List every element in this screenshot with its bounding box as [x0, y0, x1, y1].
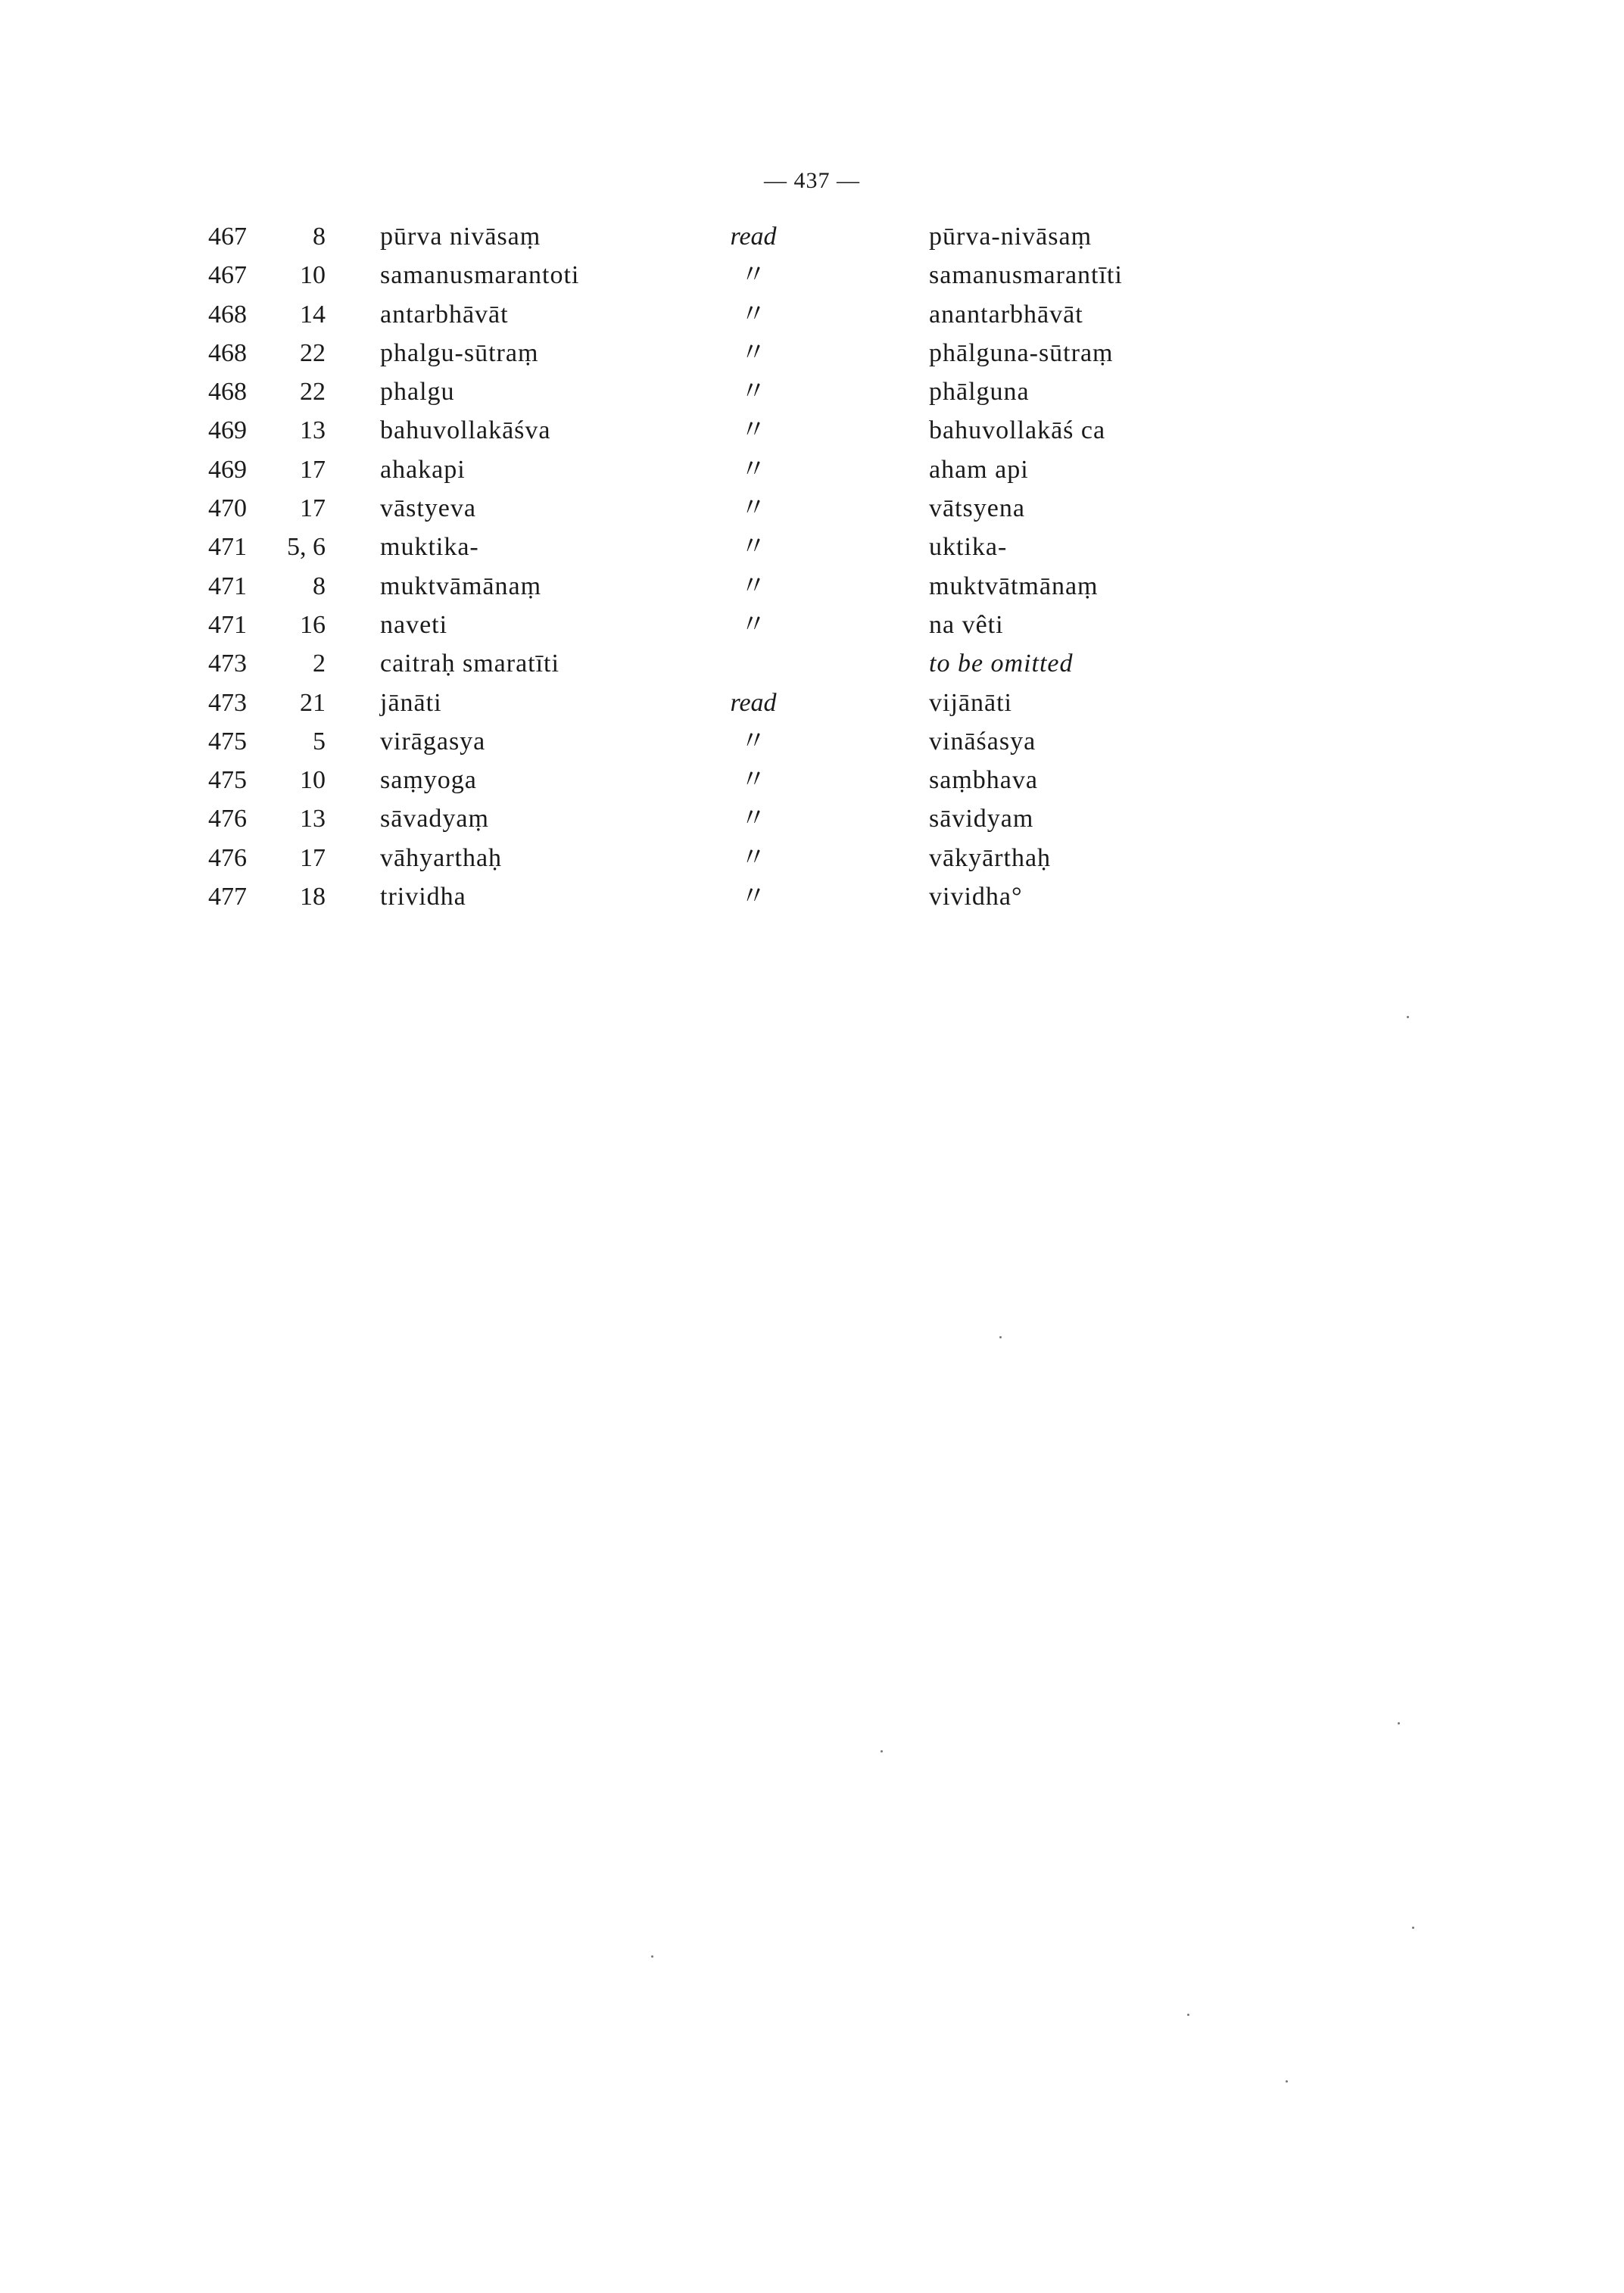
errata-read: 〃 [740, 572, 766, 600]
errata-read: read [730, 223, 777, 251]
errata-read: 〃 [740, 494, 766, 523]
scan-speck [1407, 1016, 1409, 1018]
scan-speck [1412, 1927, 1414, 1929]
errata-wrong: pūrva nivāsaṃ [380, 223, 541, 251]
errata-correct: aham api [929, 455, 1029, 484]
errata-correct: to be omitted [929, 650, 1074, 678]
errata-correct: phālguna-sūtraṃ [929, 338, 1114, 367]
errata-page: 467 [208, 223, 247, 251]
errata-read: 〃 [740, 883, 766, 911]
scan-speck [999, 1336, 1002, 1338]
errata-line: 13 [300, 416, 326, 445]
errata-line: 18 [300, 883, 326, 911]
errata-row [0, 606, 1624, 644]
errata-row [0, 217, 1624, 256]
errata-correct: vātsyena [929, 494, 1025, 523]
errata-wrong: sāvadyaṃ [380, 805, 489, 833]
scan-speck [1398, 1722, 1400, 1724]
errata-wrong: trividha [380, 883, 466, 911]
errata-correct: pūrva-nivāsaṃ [929, 223, 1093, 251]
errata-line: 5, 6 [287, 533, 326, 562]
errata-line: 8 [313, 572, 326, 600]
errata-page: 469 [208, 416, 247, 445]
errata-read: 〃 [740, 378, 766, 407]
errata-read: 〃 [740, 843, 766, 872]
errata-row [0, 839, 1624, 877]
errata-page: 471 [208, 572, 247, 600]
errata-line: 17 [300, 494, 326, 523]
errata-wrong: saṃyoga [380, 766, 477, 795]
errata-line: 22 [300, 378, 326, 407]
errata-wrong: bahuvollakāśva [380, 416, 551, 445]
errata-read: read [730, 688, 777, 717]
errata-wrong: muktika- [380, 533, 479, 562]
errata-read: 〃 [740, 338, 766, 367]
errata-correct: uktika- [929, 533, 1008, 562]
errata-correct: anantarbhāvāt [929, 300, 1083, 329]
errata-page: 468 [208, 378, 247, 407]
errata-wrong: vāstyeva [380, 494, 476, 523]
errata-row [0, 567, 1624, 606]
page-number: — 437 — [764, 168, 860, 193]
errata-page: 475 [208, 766, 247, 795]
errata-row [0, 411, 1624, 450]
scan-speck [1187, 2014, 1189, 2016]
errata-page: 476 [208, 805, 247, 833]
errata-wrong: phalgu-sūtraṃ [380, 338, 539, 367]
errata-page: 475 [208, 727, 247, 756]
errata-correct: vijānāti [929, 688, 1012, 717]
errata-read: 〃 [740, 533, 766, 562]
errata-correct: vākyārthaḥ [929, 843, 1052, 872]
errata-read: 〃 [740, 727, 766, 756]
errata-wrong: vāhyarthaḥ [380, 843, 503, 872]
errata-wrong: antarbhāvāt [380, 300, 509, 329]
errata-line: 22 [300, 338, 326, 367]
errata-wrong: samanusmarantoti [380, 261, 580, 290]
errata-read: 〃 [740, 416, 766, 445]
errata-correct: vināśasya [929, 727, 1036, 756]
errata-row [0, 877, 1624, 916]
errata-correct: bahuvollakāś ca [929, 416, 1106, 445]
errata-row [0, 684, 1624, 722]
errata-row [0, 334, 1624, 372]
errata-read: 〃 [740, 455, 766, 484]
errata-correct: na vêti [929, 610, 1004, 639]
errata-page: 471 [208, 610, 247, 639]
errata-line: 5 [313, 727, 326, 756]
scan-speck [651, 1955, 653, 1958]
errata-line: 17 [300, 843, 326, 872]
errata-wrong: muktvāmānaṃ [380, 572, 542, 600]
errata-line: 21 [300, 688, 326, 717]
errata-row [0, 528, 1624, 566]
errata-row [0, 450, 1624, 489]
errata-wrong: virāgasya [380, 727, 486, 756]
errata-row [0, 799, 1624, 838]
errata-row [0, 644, 1624, 683]
errata-read: 〃 [740, 766, 766, 795]
errata-row [0, 256, 1624, 294]
errata-wrong: ahakapi [380, 455, 466, 484]
errata-line: 13 [300, 805, 326, 833]
errata-correct: phālguna [929, 378, 1030, 407]
errata-correct: samanusmarantīti [929, 261, 1123, 290]
errata-line: 17 [300, 455, 326, 484]
errata-wrong: jānāti [380, 688, 442, 717]
errata-row [0, 489, 1624, 528]
errata-correct: saṃbhava [929, 766, 1038, 795]
errata-page: 476 [208, 843, 247, 872]
errata-read: 〃 [740, 610, 766, 639]
errata-page: 473 [208, 650, 247, 678]
errata-wrong: naveti [380, 610, 448, 639]
errata-row [0, 761, 1624, 799]
scan-speck [1286, 2080, 1288, 2083]
errata-correct: muktvātmānaṃ [929, 572, 1099, 600]
errata-row [0, 295, 1624, 334]
errata-row [0, 722, 1624, 761]
errata-correct: vividha° [929, 883, 1023, 911]
errata-row [0, 372, 1624, 411]
errata-line: 10 [300, 766, 326, 795]
errata-correct: sāvidyam [929, 805, 1034, 833]
errata-line: 8 [313, 223, 326, 251]
errata-line: 10 [300, 261, 326, 290]
errata-read: 〃 [740, 805, 766, 833]
errata-page: 470 [208, 494, 247, 523]
errata-page: 469 [208, 455, 247, 484]
errata-line: 2 [313, 650, 326, 678]
errata-table [0, 217, 1624, 916]
errata-page: 467 [208, 261, 247, 290]
errata-page: 473 [208, 688, 247, 717]
errata-line: 16 [300, 610, 326, 639]
errata-read: 〃 [740, 300, 766, 329]
errata-line: 14 [300, 300, 326, 329]
errata-page: 468 [208, 338, 247, 367]
errata-wrong: phalgu [380, 378, 455, 407]
scan-speck [881, 1750, 883, 1752]
errata-page: 468 [208, 300, 247, 329]
errata-wrong: caitraḥ smaratīti [380, 650, 560, 678]
errata-page: 471 [208, 533, 247, 562]
errata-read: 〃 [740, 261, 766, 290]
errata-page: 477 [208, 883, 247, 911]
